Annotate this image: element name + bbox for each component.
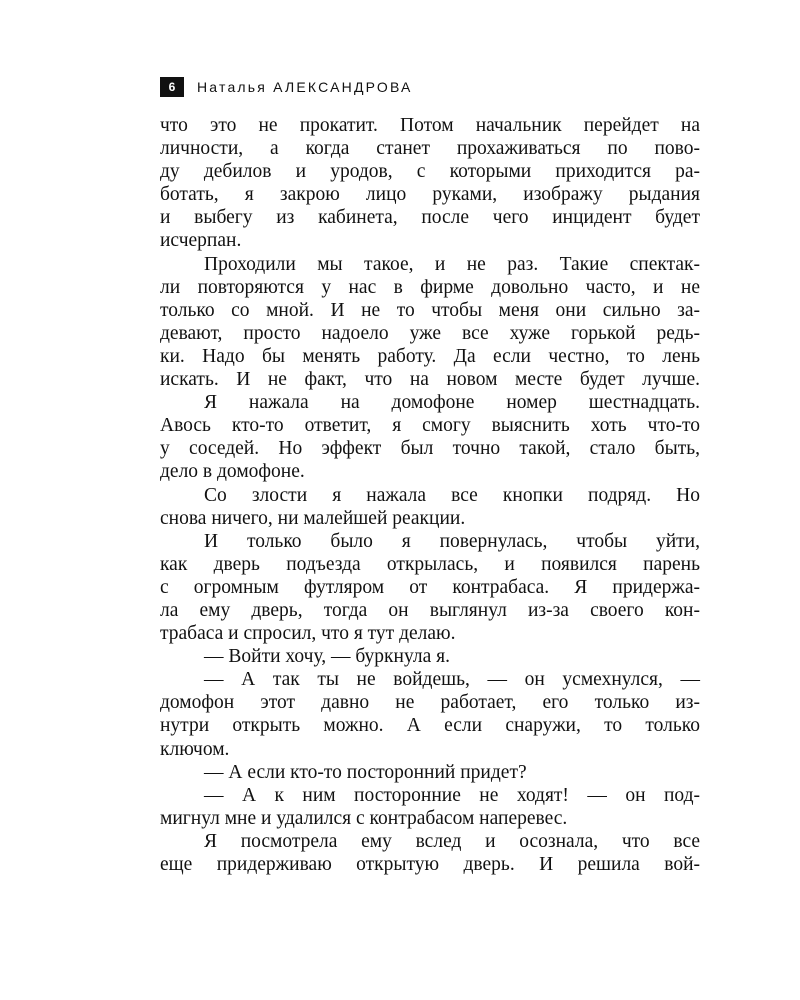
text-line: только со мной. И не то чтобы меня они сильно за- — [160, 299, 700, 321]
text-line: Я нажала на домофоне номер шестнадцать. — [204, 392, 700, 414]
text-line: искать. И не факт, что на новом месте будет лучше. — [160, 369, 700, 391]
text-line: И только было я повернулась, чтобы уйти, — [204, 530, 700, 552]
text-line: у соседей. Но эффект был точно такой, стало быть, — [160, 438, 700, 460]
text-line: личности, а когда станет прохаживаться по пово- — [160, 138, 700, 160]
text-line: трабаса и спросил, что я тут делаю. — [160, 623, 456, 645]
text-line: ду дебилов и уродов, с которыми приходится ра- — [160, 161, 700, 183]
text-line: исчерпан. — [160, 230, 242, 252]
text-line: ботать, я закрою лицо руками, изображу рыдания — [160, 184, 700, 206]
text-line: — А к ним посторонние не ходят! — он под- — [204, 784, 700, 806]
text-line: как дверь подъезда открылась, и появился парень — [160, 553, 700, 575]
author-name: Наталья АЛЕКСАНДРОВА — [197, 79, 413, 95]
text-line: — А если кто-то посторонний придет? — [204, 761, 527, 783]
text-line: Авось кто-то ответит, я смогу выяснить хоть что-то — [160, 415, 700, 437]
text-line: нутри открыть можно. А если снаружи, то только — [160, 715, 700, 737]
text-line: домофон этот давно не работает, его только из- — [160, 692, 700, 714]
text-line: Я посмотрела ему вслед и осознала, что все — [204, 830, 700, 852]
text-line: снова ничего, ни малейшей реакции. — [160, 507, 466, 529]
text-line: ла ему дверь, тогда он выглянул из-за своего кон- — [160, 599, 700, 621]
text-line: мигнул мне и удалился с контрабасом наперевес. — [160, 807, 568, 829]
text-line: с огромным футляром от контрабаса. Я придержа- — [160, 576, 700, 598]
text-line: ки. Надо бы менять работу. Да если честно, то лень — [160, 345, 700, 367]
text-line: — Войти хочу, — буркнула я. — [204, 646, 450, 668]
text-line: девают, просто надоело уже все хуже горькой редь- — [160, 322, 700, 344]
text-line: Проходили мы такое, и не раз. Такие спектак- — [204, 253, 700, 275]
text-line: еще придерживаю открытую дверь. И решила вой- — [160, 854, 700, 875]
text-line: что это не прокатит. Потом начальник перейдет на — [160, 115, 700, 136]
text-line: ключом. — [160, 738, 230, 760]
text-line: — А так ты не войдешь, — он усмехнулся, — — [204, 669, 700, 691]
text-line: и выбегу из кабинета, после чего инцидент будет — [160, 207, 700, 229]
text-line: ли повторяются у нас в фирме довольно часто, и не — [160, 276, 700, 298]
text-line: дело в домофоне. — [160, 461, 305, 483]
body-text — [160, 114, 700, 876]
text-line: Со злости я нажала все кнопки подряд. Но — [204, 484, 700, 506]
running-header — [160, 76, 413, 98]
page-number: 6 — [160, 77, 184, 97]
